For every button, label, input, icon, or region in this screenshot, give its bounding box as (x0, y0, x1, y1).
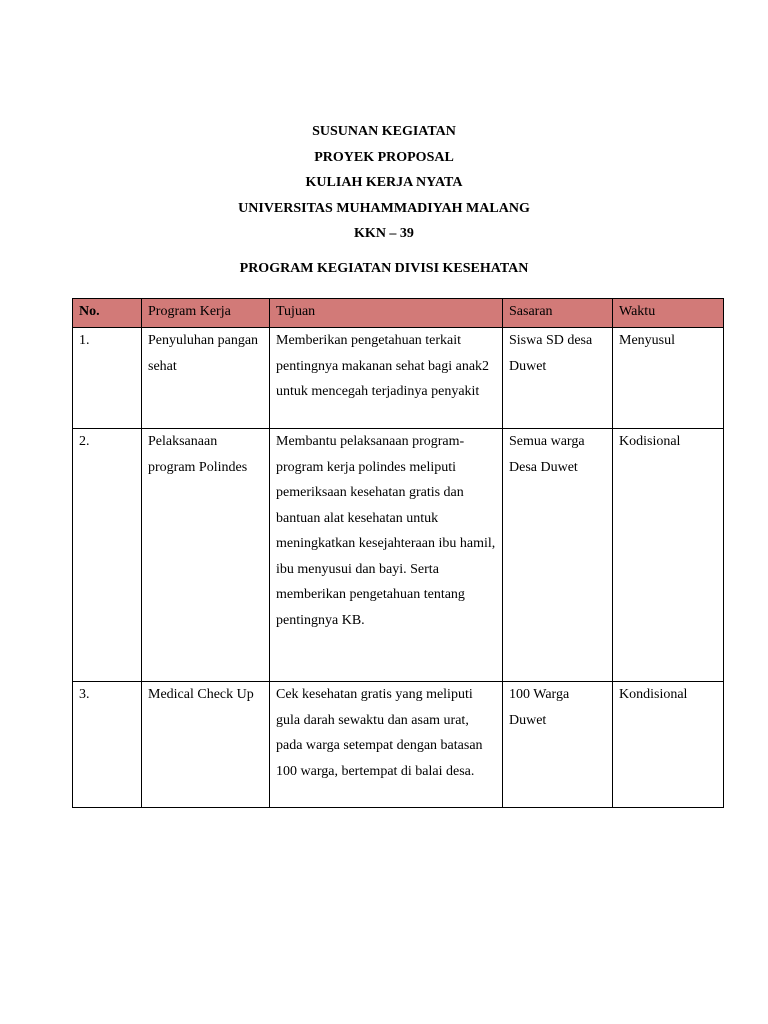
table-row (73, 429, 724, 682)
column-header-program: Program Kerja (142, 299, 270, 328)
cell-waktu: Kondisional (613, 682, 724, 808)
cell-sasaran: Semua warga Desa Duwet (503, 429, 613, 682)
cell-waktu: Kodisional (613, 429, 724, 682)
cell-tujuan: Cek kesehatan gratis yang meliputi gula darah sewaktu dan asam urat, pada warga setempat dengan batasan 100 warga, bertempat di balai desa. (270, 682, 503, 808)
column-header-sasaran: Sasaran (503, 299, 613, 328)
cell-no: 3. (73, 682, 142, 808)
header-line-3: KULIAH KERJA NYATA (305, 175, 463, 190)
header-line-1: SUSUNAN KEGIATAN (312, 124, 456, 139)
column-header-waktu: Waktu (613, 299, 724, 328)
cell-program: Penyuluhan pangan sehat (142, 328, 270, 429)
cell-tujuan: Memberikan pengetahuan terkait pentingnya makanan sehat bagi anak2 untuk mencegah terjadinya penyakit (270, 328, 503, 429)
section-title: PROGRAM KEGIATAN DIVISI KESEHATAN (239, 261, 529, 276)
cell-sasaran: 100 Warga Duwet (503, 682, 613, 808)
table-row (73, 682, 724, 808)
table-header-row (73, 299, 724, 328)
program-table (72, 298, 724, 808)
cell-waktu: Menyusul (613, 328, 724, 429)
cell-program: Medical Check Up (142, 682, 270, 808)
document-header (0, 119, 768, 247)
table-row (73, 328, 724, 429)
header-line-5: KKN – 39 (354, 226, 414, 241)
cell-program: Pelaksanaan program Polindes (142, 429, 270, 682)
cell-tujuan: Membantu pelaksanaan program-program kerja polindes meliputi pemeriksaan kesehatan gratis dan bantuan alat kesehatan untuk meningkatkan kesejahteraan ibu hamil, ibu menyusui dan bayi. Serta memberikan pengetahuan tentang pentingnya KB. (270, 429, 503, 682)
cell-no: 1. (73, 328, 142, 429)
cell-sasaran: Siswa SD desa Duwet (503, 328, 613, 429)
header-line-2: PROYEK PROPOSAL (314, 149, 454, 165)
column-header-tujuan: Tujuan (270, 299, 503, 328)
column-header-no: No. (73, 299, 142, 328)
cell-no: 2. (73, 429, 142, 682)
header-line-4: UNIVERSITAS MUHAMMADIYAH MALANG (238, 200, 530, 216)
